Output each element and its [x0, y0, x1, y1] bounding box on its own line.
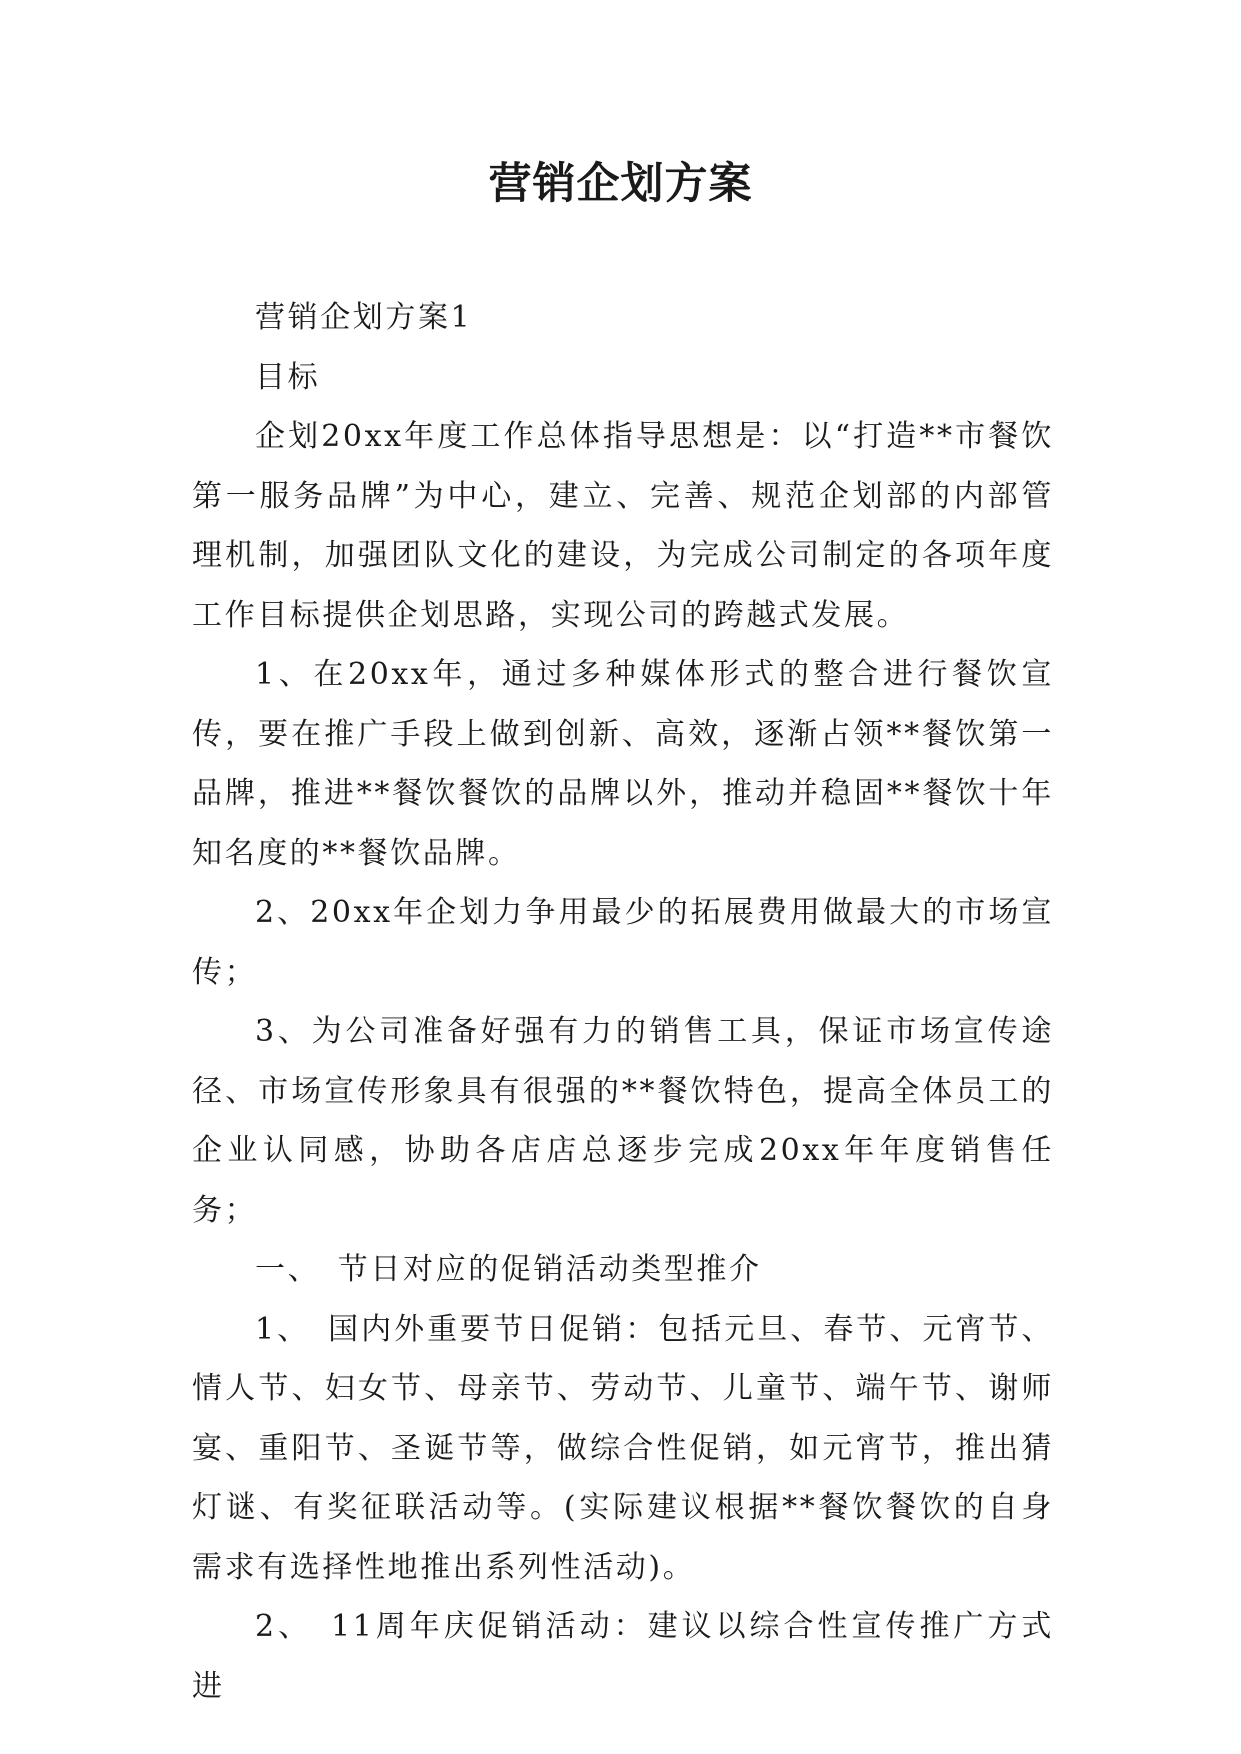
paragraph: 2、20xx年企划力争用最少的拓展费用做最大的市场宣传；	[192, 895, 1054, 990]
section-heading: 营销企划方案1	[255, 300, 473, 335]
paragraph: 1、 国内外重要节日促销：包括元旦、春节、元宵节、情人节、妇女节、母亲节、劳动节、儿童节、端午节、谢师宴、重阳节、圣诞节等，做综合性促销，如元宵节，推出猜灯谜、有奖征联活动等。(实际建议根据**餐饮餐饮的自身需求有选择性地推出系列性活动)。	[192, 1311, 1054, 1585]
subheading: 目标	[255, 359, 321, 395]
page-title: 营销企划方案	[488, 159, 753, 209]
section-heading: 一、 节日对应的促销活动类型推介	[255, 1252, 762, 1287]
document-body	[192, 288, 1054, 1716]
paragraph: 1、在20xx年，通过多种媒体形式的整合进行餐饮宣传，要在推广手段上做到创新、高效，逐渐占领**餐饮第一品牌，推进**餐饮餐饮的品牌以外，推动并稳固**餐饮十年知名度的**餐饮品牌。	[192, 657, 1054, 871]
paragraph: 3、为公司准备好强有力的销售工具，保证市场宣传途径、市场宣传形象具有很强的**餐饮特色，提高全体员工的企业认同感，协助各店店总逐步完成20xx年年度销售任务；	[192, 1014, 1054, 1228]
paragraph: 2、 11周年庆促销活动：建议以综合性宣传推广方式进	[192, 1609, 1054, 1704]
paragraph: 企划20xx年度工作总体指导思想是：以“打造**市餐饮第一服务品牌”为中心，建立、完善、规范企划部的内部管理机制，加强团队文化的建设，为完成公司制定的各项年度工作目标提供企划思路，实现公司的跨越式发展。	[192, 419, 1054, 633]
